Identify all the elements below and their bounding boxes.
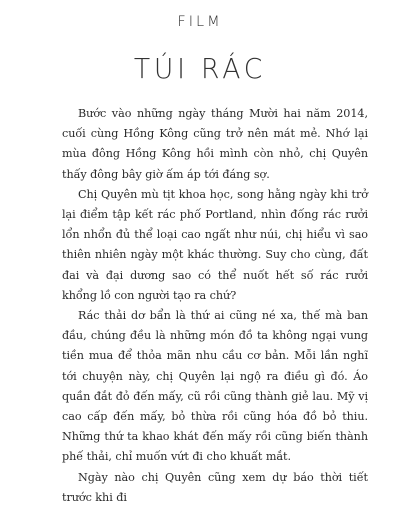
section-label: FILM bbox=[177, 14, 223, 30]
paragraph: Bước vào những ngày tháng Mười hai năm 2014, cuối cùng Hồng Kông cũng trở nên mát mẻ. Nhớ lại mùa đông Hồng Kông hồi mình còn nhỏ, chị Quyên thấy đông bây giờ ấm áp tới đáng sợ. bbox=[62, 107, 368, 181]
body-text bbox=[62, 104, 368, 508]
chapter-title: TÚI RÁC bbox=[133, 52, 267, 85]
paragraph: Chị Quyên mù tịt khoa học, song hằng ngày khi trở lại điểm tập kết rác phố Portland, nhìn đống rác rưởi lổn nhổn đủ thể loại cao ngất như núi, chị hiểu vì sao thiên nhiên ngày một khác thường. Suy cho cùng, đất đai và đại dương sao có thể nuốt hết số rác rưởi khổng lồ con người tạo ra chứ? bbox=[62, 187, 368, 302]
paragraph: Ngày nào chị Quyên cũng xem dự báo thời tiết trước khi đi bbox=[62, 470, 368, 504]
paragraph: Rác thải dơ bẩn là thứ ai cũng né xa, thế mà ban đầu, chúng đều là những món đồ ta không ngại vung tiền mua để thỏa mãn nhu cầu cơ bản. Mỗi lần nghĩ tới chuyện này, chị Quyên lại ngộ ra điều gì đó. Áo quần đắt đỏ đến mấy, cũ rồi cũng thành giẻ lau. Mỹ vị cao cấp đến mấy, bỏ thừa rồi cũng hóa đồ bỏ thiu. Những thứ ta khao khát đến mấy rồi cũng biến thành phế thải, chỉ muốn vứt đi cho khuất mắt. bbox=[62, 309, 368, 464]
